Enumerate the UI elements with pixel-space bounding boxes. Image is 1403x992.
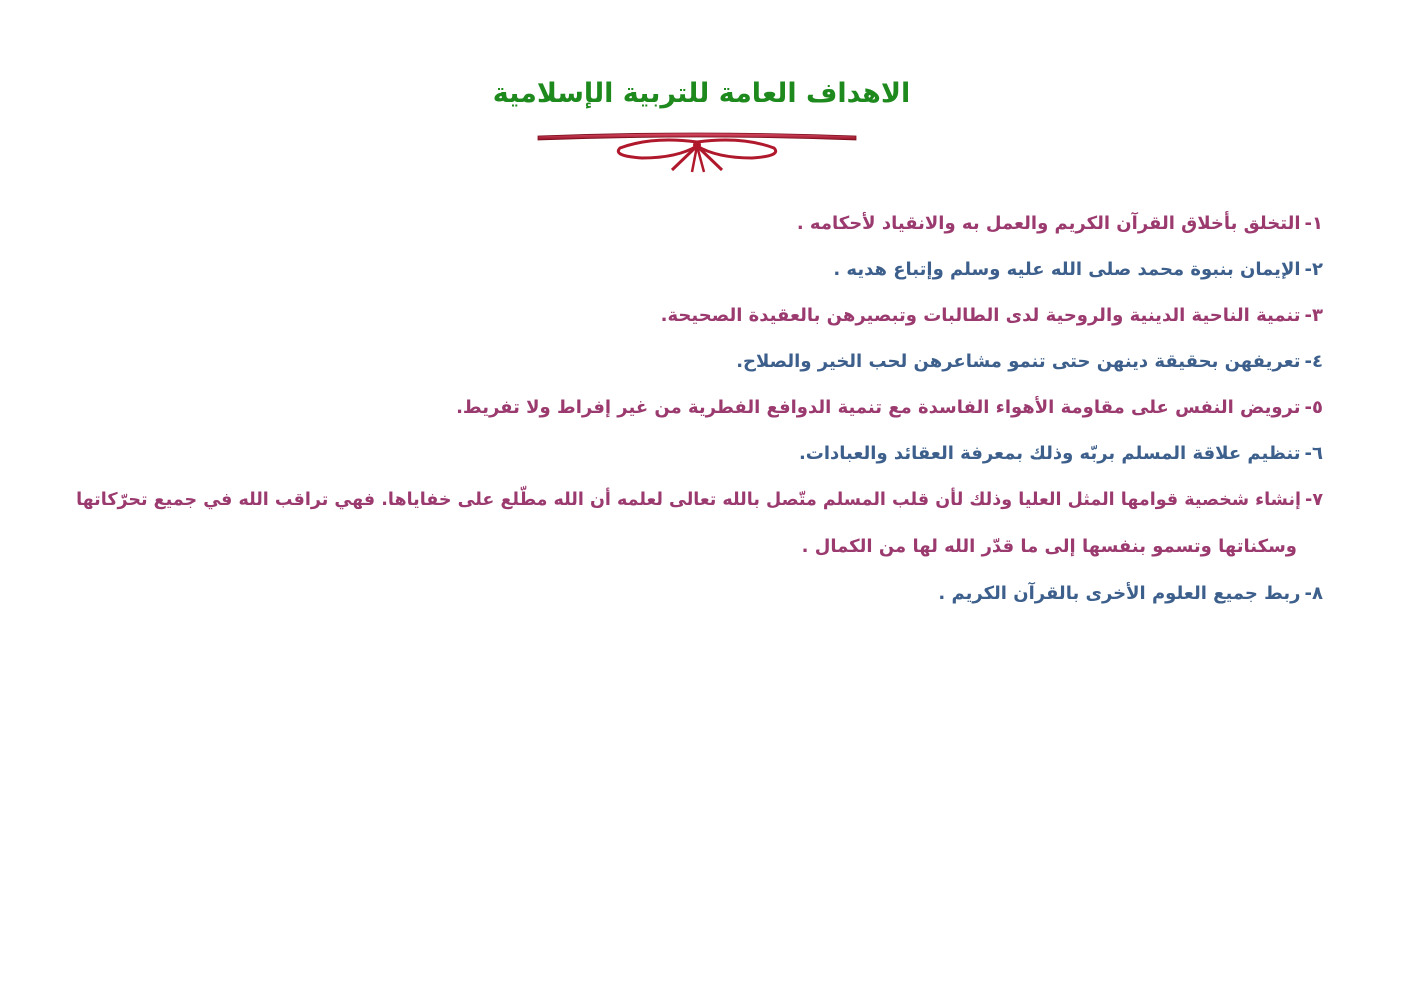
goal-item-7 [76, 488, 1323, 512]
goal-text: إنشاء شخصية قوامها المثل العليا وذلك لأن قلب المسلم متّصل بالله تعالى لعلمه أن الله مطّلع على خفاياها. فهي تراقب الله في جميع تحرّكاتها [76, 490, 1302, 510]
goal-number: ٦- [1304, 443, 1323, 464]
goal-item-6 [799, 442, 1323, 466]
goal-number: ٨- [1304, 583, 1323, 604]
goal-number: ٢- [1304, 259, 1323, 280]
goal-item-1 [797, 212, 1323, 236]
goal-item-2 [833, 258, 1323, 282]
goal-text: تنمية الناحية الدينية والروحية لدى الطالبات وتبصيرهن بالعقيدة الصحيحة. [660, 305, 1301, 326]
goal-text: ربط جميع العلوم الأخرى بالقرآن الكريم . [938, 583, 1301, 604]
goal-text: تعريفهن بحقيقة دينهن حتى تنمو مشاعرهن لحب الخير والصلاح. [736, 351, 1301, 372]
goal-text: وسكناتها وتسمو بنفسها إلى ما قدّر الله لها من الكمال . [801, 536, 1297, 557]
goal-text: التخلق بأخلاق القرآن الكريم والعمل به والانقياد لأحكامه . [796, 213, 1301, 234]
goal-item-5 [456, 396, 1323, 420]
goal-text: الإيمان بنبوة محمد صلى الله عليه وسلم وإتباع هديه . [833, 259, 1301, 280]
page-title: الاهداف العامة للتربية الإسلامية [492, 78, 911, 109]
goal-text: ترويض النفس على مقاومة الأهواء الفاسدة مع تنمية الدوافع الفطرية من غير إفراط ولا تفريط. [456, 397, 1301, 418]
goal-number: ٥- [1304, 397, 1323, 418]
goal-item-3 [661, 304, 1323, 328]
goal-number: ٤- [1304, 351, 1323, 372]
goal-item-8 [938, 582, 1323, 606]
goal-item-4 [736, 350, 1323, 374]
goal-number: ٧- [1305, 490, 1323, 510]
goal-item-7-continuation [802, 535, 1297, 559]
goal-number: ٣- [1304, 305, 1323, 326]
goal-text: تنظيم علاقة المسلم بربّه وذلك بمعرفة العقائد والعبادات. [798, 443, 1301, 464]
goal-number: ١- [1304, 213, 1323, 234]
